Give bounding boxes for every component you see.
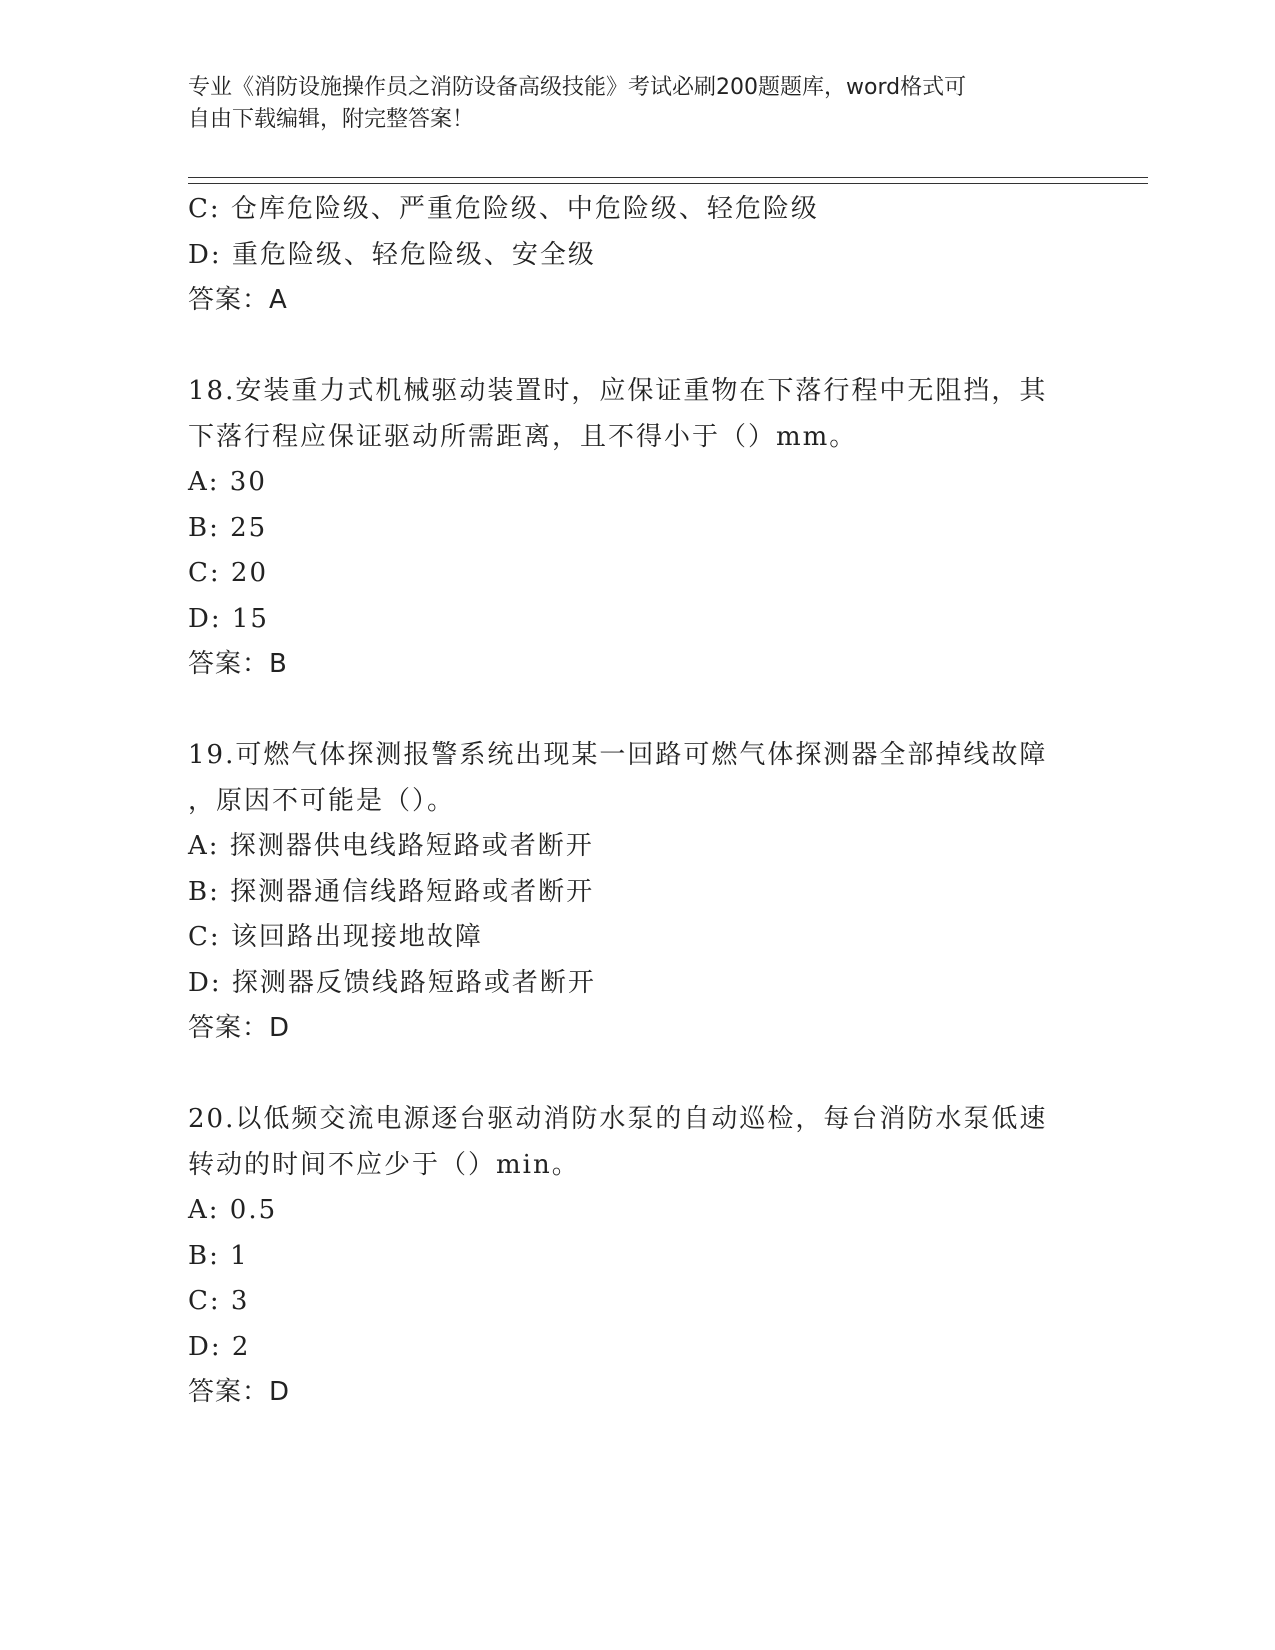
answer-line: 答案：B <box>188 649 288 679</box>
header-divider-bottom <box>188 183 1148 184</box>
question-list <box>188 187 1088 1416</box>
option-a: A: 30 <box>188 467 267 497</box>
question-17-continuation <box>188 187 1088 324</box>
question-18 <box>188 369 1088 688</box>
question-stem-line: 19.可燃气体探测报警系统出现某一回路可燃气体探测器全部掉线故障 <box>188 740 1048 770</box>
option-b: B: 1 <box>188 1240 249 1271</box>
option-d: D: 2 <box>188 1331 251 1362</box>
option-b: B: 探测器通信线路短路或者断开 <box>188 876 595 907</box>
option-c: C: 该回路出现接地故障 <box>188 922 483 952</box>
option-a: A: 0.5 <box>188 1195 278 1225</box>
header-divider-top <box>188 177 1148 178</box>
document-header <box>188 72 1088 136</box>
option-d: D: 探测器反馈线路短路或者断开 <box>188 967 596 998</box>
question-stem-line: 下落行程应保证驱动所需距离，且不得小于（）mm。 <box>188 421 858 452</box>
answer-line: 答案：D <box>188 1013 291 1043</box>
answer-line: 答案：A <box>188 285 288 315</box>
question-stem-line: 18.安装重力式机械驱动装置时，应保证重物在下落行程中无阻挡，其 <box>188 376 1048 406</box>
option-c: C: 仓库危险级、严重危险级、中危险级、轻危险级 <box>188 194 819 224</box>
question-stem-line: 20.以低频交流电源逐台驱动消防水泵的自动巡检，每台消防水泵低速 <box>188 1104 1048 1134</box>
question-stem-line: 转动的时间不应少于（）min。 <box>188 1149 580 1180</box>
header-line-1: 专业《消防设施操作员之消防设备高级技能》考试必刷200题题库，word格式可 <box>188 75 967 100</box>
option-c: C: 20 <box>188 558 269 588</box>
option-b: B: 25 <box>188 512 268 543</box>
question-stem-line: ，原因不可能是（）。 <box>188 785 456 816</box>
header-line-2: 自由下载编辑，附完整答案！ <box>188 107 475 132</box>
option-a: A: 探测器供电线路短路或者断开 <box>188 831 594 861</box>
option-d: D: 重危险级、轻危险级、安全级 <box>188 239 596 270</box>
option-d: D: 15 <box>188 603 269 634</box>
answer-line: 答案：D <box>188 1377 291 1407</box>
question-19 <box>188 733 1088 1052</box>
option-c: C: 3 <box>188 1286 250 1316</box>
question-20 <box>188 1097 1088 1416</box>
